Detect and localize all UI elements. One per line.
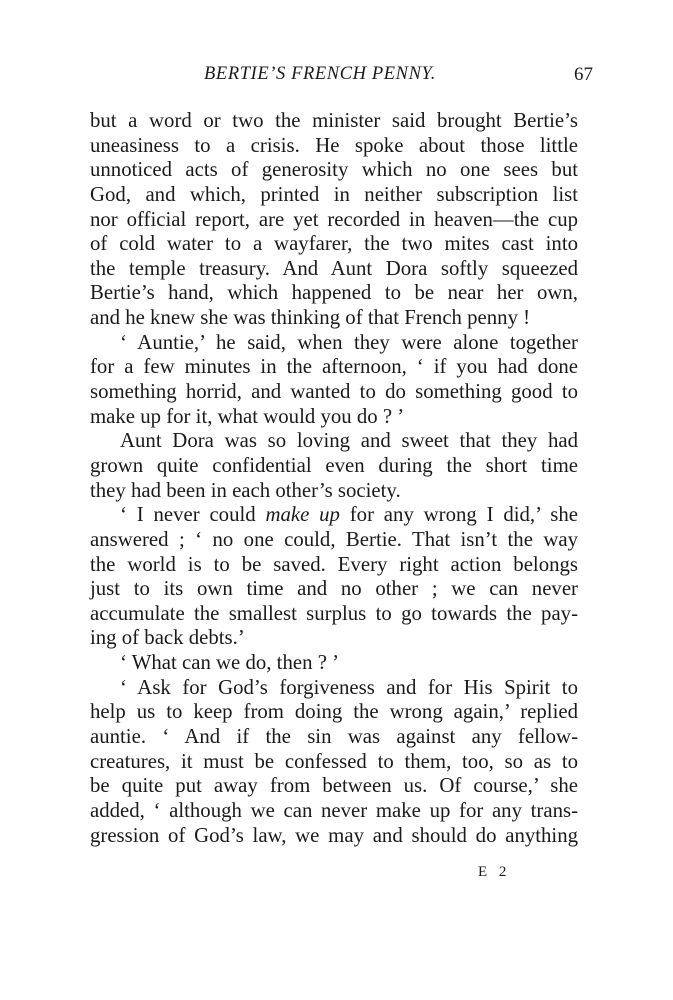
text-line: auntie. ‘ And if the sin was against any fellow- xyxy=(90,725,578,749)
signature-mark: E 2 xyxy=(478,864,511,880)
text-line: grown quite confidential even during the short time xyxy=(90,453,578,477)
text-line: ‘ I never could make up for any wrong I did,’ she xyxy=(120,503,578,527)
text-line: the world is to be saved. Every right action belongs xyxy=(90,552,578,576)
text-line: ‘ What can we do, then ? ’ xyxy=(120,651,340,675)
text-line: added, ‘ although we can never make up for any trans- xyxy=(90,798,578,822)
text-line: God, and which, printed in neither subscription list xyxy=(90,182,578,206)
text-line: answered ; ‘ no one could, Bertie. That isn’t the way xyxy=(90,527,578,551)
text-line: help us to keep from doing the wrong again,’ replied xyxy=(90,700,578,724)
text-line: just to its own time and no other ; we can never xyxy=(90,577,578,601)
text-line: they had been in each other’s society. xyxy=(90,478,401,502)
text-line: the temple treasury. And Aunt Dora softly squeezed xyxy=(90,256,578,280)
text-line: Aunt Dora was so loving and sweet that they had xyxy=(120,429,578,453)
emphasis: make up xyxy=(265,503,340,527)
body-text xyxy=(90,109,578,848)
text-line: for a few minutes in the afternoon, ‘ if you had done xyxy=(90,355,578,379)
text-line: ‘ Ask for God’s forgiveness and for His Spirit to xyxy=(120,675,578,699)
text-line: Bertie’s hand, which happened to be near her own, xyxy=(90,281,578,305)
text-line: uneasiness to a crisis. He spoke about those little xyxy=(90,133,578,157)
text-line: and he knew she was thinking of that French penny ! xyxy=(90,306,531,330)
text-line: ‘ Auntie,’ he said, when they were alone together xyxy=(120,330,578,354)
running-head: BERTIE’S FRENCH PENNY. xyxy=(204,64,436,84)
text-line: but a word or two the minister said brought Bertie’s xyxy=(90,109,578,132)
text-line: creatures, it must be confessed to them, too, so as to xyxy=(90,749,578,773)
text-line: gression of God’s law, we may and should do anything xyxy=(90,823,578,847)
text-line: accumulate the smallest surplus to go towards the pay- xyxy=(90,601,578,625)
text-line: of cold water to a wayfarer, the two mites cast into xyxy=(90,232,578,256)
page-number: 67 xyxy=(574,64,593,85)
text-line: make up for it, what would you do ? ’ xyxy=(90,404,405,428)
text-line: be quite put away from between us. Of course,’ she xyxy=(90,774,578,798)
text-line: nor official report, are yet recorded in heaven—the cup xyxy=(90,207,578,231)
text-line: something horrid, and wanted to do something good to xyxy=(90,380,578,404)
text-line: unnoticed acts of generosity which no one sees but xyxy=(90,158,578,182)
text-line: ing of back debts.’ xyxy=(90,626,245,650)
